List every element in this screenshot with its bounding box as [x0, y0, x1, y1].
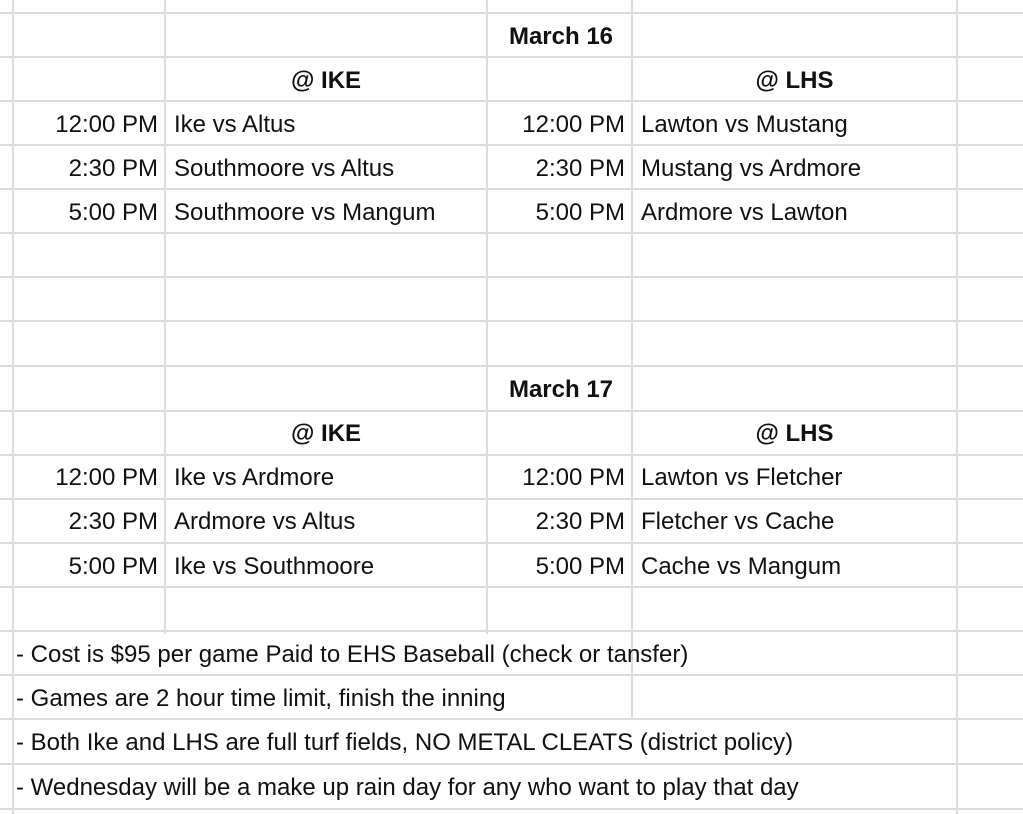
- venue-header-ike[interactable]: @ IKE: [290, 67, 362, 94]
- venue-header-ike[interactable]: @ IKE: [290, 420, 362, 447]
- date-header[interactable]: March 16: [508, 23, 614, 50]
- venue-header-lhs[interactable]: @ LHS: [755, 420, 834, 447]
- game-cell[interactable]: Mustang vs Ardmore: [641, 155, 862, 182]
- time-cell[interactable]: 12:00 PM: [522, 464, 625, 491]
- game-cell[interactable]: Ardmore vs Altus: [174, 508, 356, 535]
- time-cell[interactable]: 5:00 PM: [535, 553, 625, 580]
- grid-hline: [0, 12, 1023, 14]
- time-cell[interactable]: 5:00 PM: [68, 553, 158, 580]
- note-rain-day[interactable]: - Wednesday will be a make up rain day for any who want to play that day: [16, 774, 799, 801]
- game-cell[interactable]: Ike vs Ardmore: [174, 464, 335, 491]
- game-cell[interactable]: Lawton vs Fletcher: [641, 464, 843, 491]
- note-cost[interactable]: - Cost is $95 per game Paid to EHS Baseball (check or tansfer): [16, 641, 689, 668]
- note-turf-fields[interactable]: - Both Ike and LHS are full turf fields, NO METAL CLEATS (district policy): [16, 729, 794, 756]
- game-cell[interactable]: Ardmore vs Lawton: [641, 199, 848, 226]
- game-cell[interactable]: Cache vs Mangum: [641, 553, 842, 580]
- grid-hline: [0, 320, 1023, 322]
- time-cell[interactable]: 12:00 PM: [55, 464, 158, 491]
- venue-header-lhs[interactable]: @ LHS: [755, 67, 834, 94]
- game-cell[interactable]: Ike vs Southmoore: [174, 553, 375, 580]
- note-time-limit[interactable]: - Games are 2 hour time limit, finish the inning: [16, 685, 506, 712]
- time-cell[interactable]: 12:00 PM: [522, 111, 625, 138]
- game-cell[interactable]: Lawton vs Mustang: [641, 111, 848, 138]
- time-cell[interactable]: 2:30 PM: [535, 508, 625, 535]
- time-cell[interactable]: 2:30 PM: [68, 508, 158, 535]
- grid-vline: [956, 0, 958, 814]
- grid-hline: [0, 276, 1023, 278]
- game-cell[interactable]: Southmoore vs Altus: [174, 155, 395, 182]
- time-cell[interactable]: 2:30 PM: [68, 155, 158, 182]
- grid-hline: [0, 630, 1023, 632]
- game-cell[interactable]: Southmoore vs Mangum: [174, 199, 436, 226]
- grid-hline: [0, 365, 1023, 367]
- game-cell[interactable]: Fletcher vs Cache: [641, 508, 835, 535]
- date-header[interactable]: March 17: [508, 376, 614, 403]
- time-cell[interactable]: 12:00 PM: [55, 111, 158, 138]
- time-cell[interactable]: 5:00 PM: [68, 199, 158, 226]
- game-cell[interactable]: Ike vs Altus: [174, 111, 296, 138]
- time-cell[interactable]: 2:30 PM: [535, 155, 625, 182]
- time-cell[interactable]: 5:00 PM: [535, 199, 625, 226]
